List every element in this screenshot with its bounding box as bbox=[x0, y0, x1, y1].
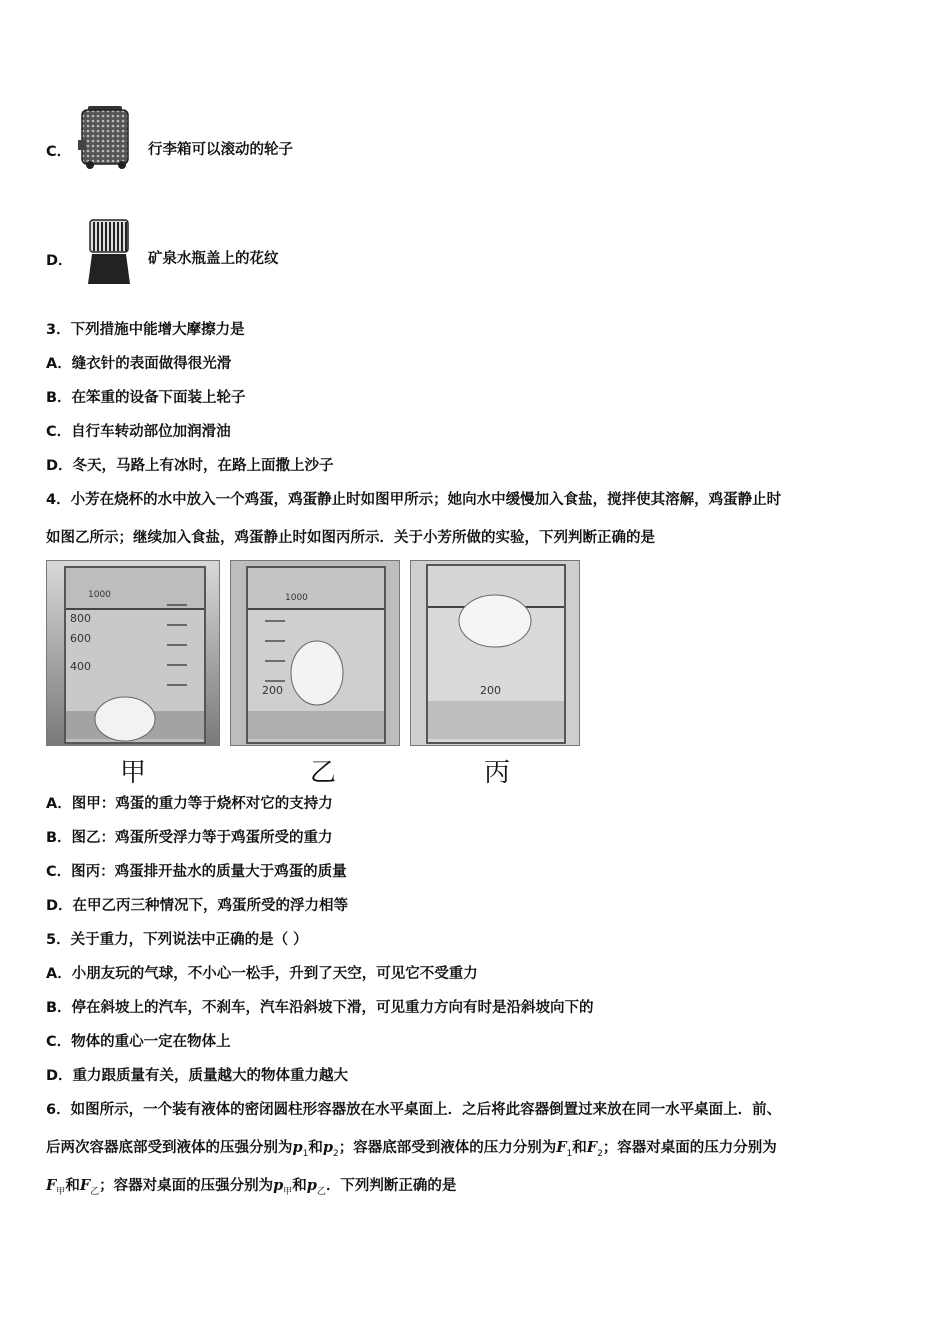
q6-line2-b: ；容器底部受到液体的压力分别为 bbox=[338, 1140, 557, 1156]
q6-line3-a: ；容器对桌面的压强分别为 bbox=[99, 1178, 274, 1194]
q4-stem-line1: 4．小芳在烧杯的水中放入一个鸡蛋，鸡蛋静止时如图甲所示；她向水中缓慢加入食盐，搅拌使其溶解，鸡蛋静止时 bbox=[46, 492, 782, 508]
figure-label-yi: 乙 bbox=[310, 758, 337, 788]
suitcase-wheels-image bbox=[76, 104, 136, 170]
q6-and: 和 bbox=[292, 1178, 307, 1194]
beaker-bing-image bbox=[410, 560, 580, 746]
var-f-jia: F bbox=[46, 1177, 57, 1194]
q3-stem: 3．下列措施中能增大摩擦力是 bbox=[46, 322, 245, 338]
option-c-row bbox=[46, 140, 71, 161]
var-p1: p bbox=[292, 1139, 303, 1156]
beaker-jia-scale-400: 400 bbox=[70, 660, 91, 673]
beaker-yi-image bbox=[230, 560, 400, 746]
q6-and: 和 bbox=[65, 1178, 80, 1194]
var-p-jia: p bbox=[273, 1177, 284, 1194]
q5-option-b: B．停在斜坡上的汽车，不刹车，汽车沿斜坡下滑，可见重力方向有时是沿斜坡向下的 bbox=[46, 1000, 594, 1016]
option-letter: D． bbox=[46, 253, 73, 269]
option-c-text: 行李箱可以滚动的轮子 bbox=[148, 142, 293, 158]
bottle-cap-image bbox=[84, 218, 134, 286]
q6-line2-a: 后两次容器底部受到液体的压强分别为 bbox=[46, 1140, 293, 1156]
figure-label-jia: 甲 bbox=[120, 758, 147, 788]
var-p2: p bbox=[322, 1139, 334, 1156]
sub-jia: 甲 bbox=[283, 1186, 293, 1197]
sub-2: 2 bbox=[597, 1148, 603, 1159]
beaker-jia-image bbox=[46, 560, 220, 746]
q6-line1: 6．如图所示，一个装有液体的密闭圆柱形容器放在水平桌面上．之后将此容器倒置过来放在同一水平桌面上．前、 bbox=[46, 1102, 782, 1118]
q4-option-c: C．图丙：鸡蛋排开盐水的质量大于鸡蛋的质量 bbox=[46, 864, 347, 880]
option-d-row bbox=[46, 249, 73, 270]
figure-label-bing: 丙 bbox=[484, 758, 511, 788]
sub-2: 2 bbox=[333, 1148, 339, 1159]
q5-stem: 5．关于重力，下列说法中正确的是（ ） bbox=[46, 932, 308, 948]
q6-line2-c: ；容器对桌面的压力分别为 bbox=[602, 1140, 777, 1156]
q3-option-a: A．缝衣针的表面做得很光滑 bbox=[46, 356, 232, 372]
q3-option-b: B．在笨重的设备下面装上轮子 bbox=[46, 390, 246, 406]
q6-line2 bbox=[46, 1138, 777, 1164]
beaker-jia-scale-800: 800 bbox=[70, 612, 91, 625]
var-f-yi: F bbox=[79, 1177, 91, 1194]
beaker-yi-scale-200: 200 bbox=[262, 684, 283, 697]
q5-option-d: D．重力跟质量有关，质量越大的物体重力越大 bbox=[46, 1068, 349, 1084]
q4-option-d: D．在甲乙丙三种情况下，鸡蛋所受的浮力相等 bbox=[46, 898, 349, 914]
sub-yi: 乙 bbox=[316, 1186, 326, 1197]
q4-stem-line2: 如图乙所示；继续加入食盐，鸡蛋静止时如图丙所示．关于小芳所做的实验，下列判断正确的是 bbox=[46, 530, 655, 546]
q4-option-a: A．图甲：鸡蛋的重力等于烧杯对它的支持力 bbox=[46, 796, 333, 812]
q3-option-d: D．冬天，马路上有冰时，在路上面撒上沙子 bbox=[46, 458, 334, 474]
beaker-jia-scale-600: 600 bbox=[70, 632, 91, 645]
q3-option-c: C．自行车转动部位加润滑油 bbox=[46, 424, 231, 440]
option-d-text: 矿泉水瓶盖上的花纹 bbox=[148, 251, 279, 267]
q5-option-c: C．物体的重心一定在物体上 bbox=[46, 1034, 231, 1050]
sub-1: 1 bbox=[302, 1148, 309, 1159]
var-f1: F bbox=[556, 1139, 567, 1156]
sub-1: 1 bbox=[566, 1148, 573, 1159]
var-f2: F bbox=[586, 1139, 598, 1156]
q6-line3-b: ．下列判断正确的是 bbox=[325, 1178, 457, 1194]
beaker-yi-scale-top: 1000 bbox=[285, 593, 308, 603]
q5-option-a: A．小朋友玩的气球，不小心一松手，升到了天空，可见它不受重力 bbox=[46, 966, 478, 982]
beaker-bing-scale-200: 200 bbox=[480, 684, 501, 697]
var-p-yi: p bbox=[306, 1177, 317, 1194]
q6-and: 和 bbox=[572, 1140, 587, 1156]
q6-and: 和 bbox=[308, 1140, 323, 1156]
sub-yi: 乙 bbox=[90, 1186, 100, 1197]
q4-option-b: B．图乙：鸡蛋所受浮力等于鸡蛋所受的重力 bbox=[46, 830, 333, 846]
beaker-jia-scale-top: 1000 bbox=[88, 590, 111, 600]
q6-line3 bbox=[46, 1176, 456, 1202]
sub-jia: 甲 bbox=[56, 1186, 66, 1197]
option-letter: C． bbox=[46, 144, 72, 160]
